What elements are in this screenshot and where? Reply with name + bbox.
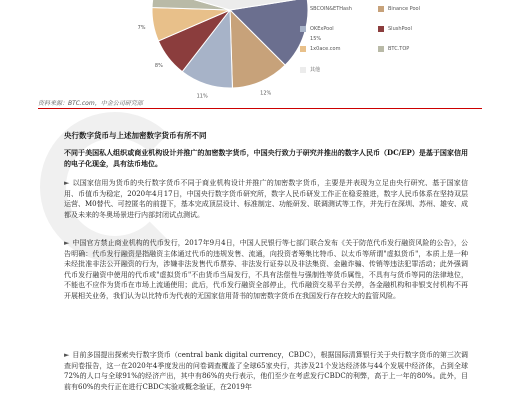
legend-label: Binance Pool [388,6,420,12]
legend-label: 1x0ace.com [310,46,341,52]
legend-label: SBCOIN&ETHash [310,6,352,12]
divider [38,108,482,109]
legend-swatch [300,67,306,73]
pie-chart [0,0,520,100]
paragraph-2 [64,178,468,220]
bullet-icon: ► [64,351,70,359]
bullet-icon: ► [64,239,70,247]
intro-paragraph: 不同于美国私人组织或商业机构设计并推广的加密数字货币，中国央行致力于研究并推出的数字人民币（DC/EP）是基于国家信用的电子化现金，具有法币地位。 [64,148,468,168]
slice-label-0: 15% [310,35,322,42]
legend-swatch [378,6,384,12]
legend-label: SlushPool [388,26,412,32]
slice-label-1: 12% [260,90,272,97]
paragraph-4-text: 目前多国提出探索央行数字货币（central bank digital currency，CBDC），根据国际清算银行关于央行数字货币的第三次调查问卷报告，这一在2020年4季度发出的问卷调查覆盖了全球65家央行，共涉及21个发达经济体与44个发展中经济体，占到全球72%的人口与全球91%的经济产出，其中有86%的央行表示，他们至少在考虑发行CBDC的利弊，高于上一年的80%。此外，目前有60%的央行正在进行CBDC实验或概念验证，在2019年 [64,351,468,391]
legend-item [300,46,340,52]
legend-swatch [300,6,306,12]
legend-item [378,6,420,12]
legend-item [300,66,320,73]
slice-label-3: 8% [154,63,163,70]
paragraph-4 [64,350,468,392]
slice-label-2: 11% [196,93,208,100]
legend-label: 其他 [310,67,321,73]
slice-label-4: 7% [137,24,146,31]
bullet-icon: ► [64,179,70,187]
legend-item [378,46,409,52]
legend-item [300,6,352,12]
source-note: 资料来源：BTC.com，中金公司研究部 [38,100,143,107]
legend-label: OKExPool [310,26,334,32]
section-heading: 央行数字货币与上述加密数字货币有所不同 [64,131,207,140]
legend-swatch [300,46,306,52]
paragraph-2-text: 以国家信用为货币的央行数字货币不同于商业机构设计并推广的加密数字货币，主要是并表现为立足由央行研究、基于国家信用、币值币为稳定，2020年4月17日，中国央行数字货币研究所，数字人民币研发工作正在稳妥推进，数字人民币体系在坚持双层运营、M0替代、可控匿名的前提下，基本完成顶层设计、标准制定、功能研发、联调测试等工作，并先行在深圳、苏州、雄安、成都及未来的冬奥场景进行内部封闭试点测试。 [64,179,468,219]
legend-swatch [300,26,306,32]
paragraph-3-text: 中国官方禁止商业机构的代币发行，2017年9月4日，中国人民银行等七部门联合发布《关于防范代币发行融资风险的公告》，公告明确：代币发行融资是指融资主体通过代币的违规发售、流通，向投资者筹集比特币、以太币等所谓"虚拟货币"，本质上是一种未经批准非法公开融资的行为，涉嫌非法发售代币票券、非法发行证券以及非法集资、金融诈骗、传销等违法犯罪活动；此外强调代币发行融资中使用的代币或"虚拟货币"不由货币当局发行，不具有法偿性与强制性等货币属性，不具有与货币等同的法律地位，不能也不应作为货币在市场上流通使用；此后，代币发行融资全部停止，代币融资交易平台关停，各金融机构和非银支付机构不再开展相关业务，我们认为以比特币为代表的无国家信用背书的加密数字货币在我国发行存在较大的监管风险。 [64,239,468,300]
legend-swatch [378,26,384,32]
legend-swatch [378,46,384,52]
legend-item [300,26,334,32]
paragraph-3 [64,238,468,301]
legend-item [378,26,412,32]
legend-label: BTC.TOP [388,46,410,52]
